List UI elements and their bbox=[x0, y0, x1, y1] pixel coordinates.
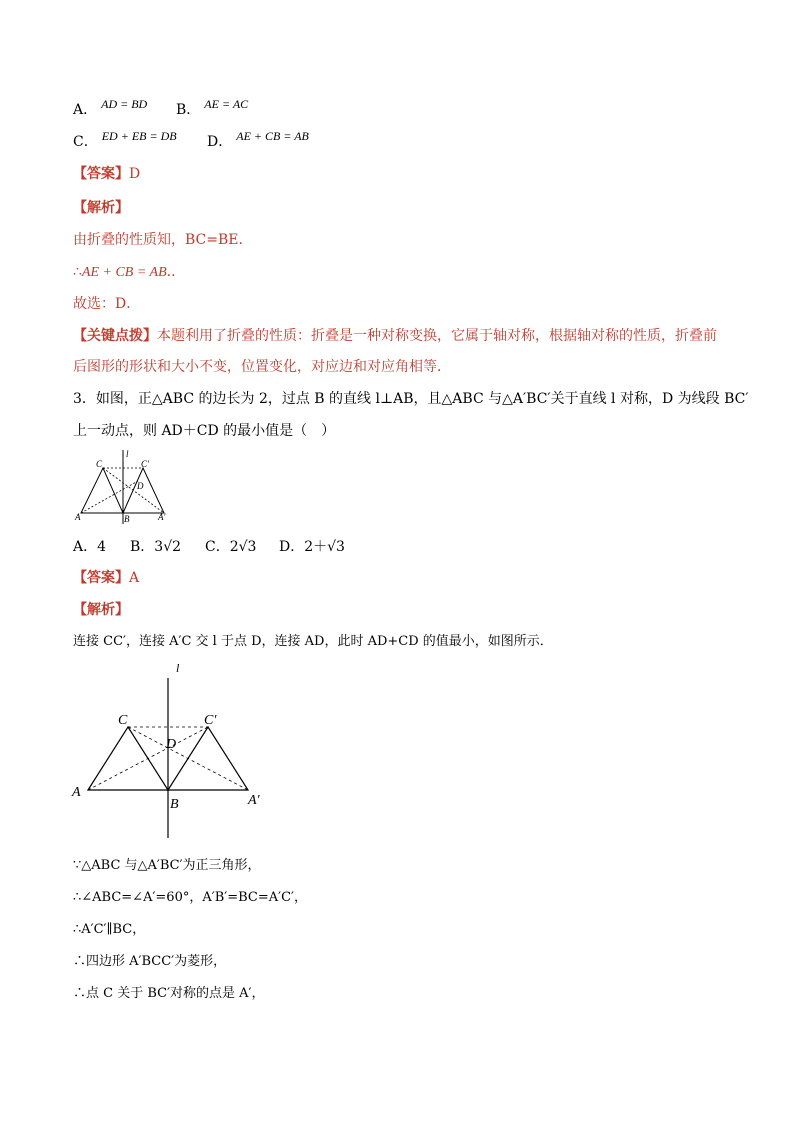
triangle-abc-prime bbox=[123, 468, 164, 513]
answer-label: 【答案】 bbox=[73, 166, 129, 182]
label-c: C bbox=[96, 459, 103, 469]
proof-step2: ∴∠ABC=∠A′=60°，A′B′=BC=A′C′， bbox=[73, 890, 307, 905]
proof-step3: ∴A′C′∥BC， bbox=[73, 922, 146, 937]
analysis-line1: 由折叠的性质知，BC=BE． bbox=[73, 232, 253, 248]
option-c-math: ED + EB = DB bbox=[101, 129, 177, 143]
label-a: A bbox=[75, 512, 81, 522]
label-l-large: l bbox=[176, 661, 180, 675]
answer-q3-value: A bbox=[129, 570, 140, 586]
answer-value: D bbox=[129, 166, 141, 182]
q3-option-d: D．2＋√3 bbox=[279, 539, 345, 555]
therefore-symbol: ∴ bbox=[73, 264, 82, 280]
keypoint-line2: 后图形的形状和大小不变，位置变化，对应边和对应角相等． bbox=[73, 359, 451, 375]
proof-step1: ∵△ABC 与△A′BC′为正三角形， bbox=[73, 858, 261, 873]
label-b: B bbox=[124, 514, 130, 524]
triangle-abc-prime-large bbox=[168, 727, 248, 790]
label-c-large: C bbox=[118, 713, 128, 728]
keypoint-label: 【关键点拨】 bbox=[73, 328, 157, 344]
q3-option-a: A．4 bbox=[73, 539, 107, 555]
question3-line2: 上一动点，则 AD＋CD 的最小值是（ ） bbox=[73, 423, 336, 439]
answer-q3-label: 【答案】 bbox=[73, 570, 129, 586]
keypoint-text1: 本题利用了折叠的性质：折叠是一种对称变换，它属于轴对称，根据轴对称的性质，折叠前 bbox=[157, 328, 717, 344]
analysis-label: 【解析】 bbox=[73, 200, 129, 216]
proof-step4: ∴四边形 A′BCC′为菱形， bbox=[73, 954, 227, 969]
option-c bbox=[73, 129, 177, 151]
q3-option-c: C．2√3 bbox=[205, 539, 257, 555]
analysis-line3: 故选：D． bbox=[73, 296, 141, 312]
option-b-label: B． bbox=[176, 102, 201, 118]
label-a-prime: A′ bbox=[158, 512, 166, 522]
option-b bbox=[176, 97, 249, 119]
label-d: D bbox=[137, 481, 144, 491]
answer-q3 bbox=[73, 569, 139, 587]
segment-c-aprime bbox=[103, 468, 164, 513]
label-d-large: D bbox=[166, 737, 177, 752]
analysis-q3-label: 【解析】 bbox=[73, 602, 129, 618]
triangle-abc-large bbox=[88, 727, 168, 790]
q3-option-b: B．3√2 bbox=[130, 539, 182, 555]
option-a-label: A． bbox=[73, 102, 98, 118]
question3-figure bbox=[72, 448, 184, 524]
segment-ad bbox=[81, 481, 138, 513]
option-d bbox=[207, 129, 309, 151]
option-d-math: AE + CB = AB bbox=[236, 129, 309, 143]
option-a bbox=[73, 97, 148, 119]
segment-a-cprime-large bbox=[88, 727, 208, 790]
analysis-line2-suffix: .. bbox=[166, 264, 176, 280]
option-c-label: C． bbox=[73, 134, 98, 150]
analysis-line2 bbox=[73, 263, 176, 282]
option-d-label: D． bbox=[207, 134, 233, 150]
label-a-prime-large: A′ bbox=[248, 793, 260, 808]
label-a-large: A bbox=[72, 785, 81, 800]
analysis-q3-line1: 连接 CC′，连接 A′C 交 l 于点 D，连接 AD，此时 AD+CD 的值最小，如图所示． bbox=[73, 634, 553, 649]
option-a-math: AD = BD bbox=[101, 97, 148, 111]
label-c-prime-large: C′ bbox=[204, 713, 217, 728]
keypoint-line1 bbox=[73, 327, 717, 345]
label-l: l bbox=[126, 449, 129, 459]
label-b-large: B bbox=[170, 797, 179, 812]
triangle-abc bbox=[81, 468, 123, 513]
option-b-math: AE = AC bbox=[204, 97, 249, 111]
label-c-prime: C′ bbox=[141, 459, 149, 469]
proof-step5: ∴点 C 关于 BC′对称的点是 A′， bbox=[73, 986, 265, 1001]
question3-line1: 3．如图，正△ABC 的边长为 2，过点 B 的直线 l⊥AB，且△ABC 与△A′BC′关于直线 l 对称，D 为线段 BC′ bbox=[73, 391, 749, 407]
analysis-figure bbox=[70, 660, 270, 840]
answer-q2 bbox=[73, 165, 140, 183]
segment-c-aprime-large bbox=[128, 727, 248, 790]
analysis-line2-math: AE + CB = AB bbox=[81, 265, 167, 280]
